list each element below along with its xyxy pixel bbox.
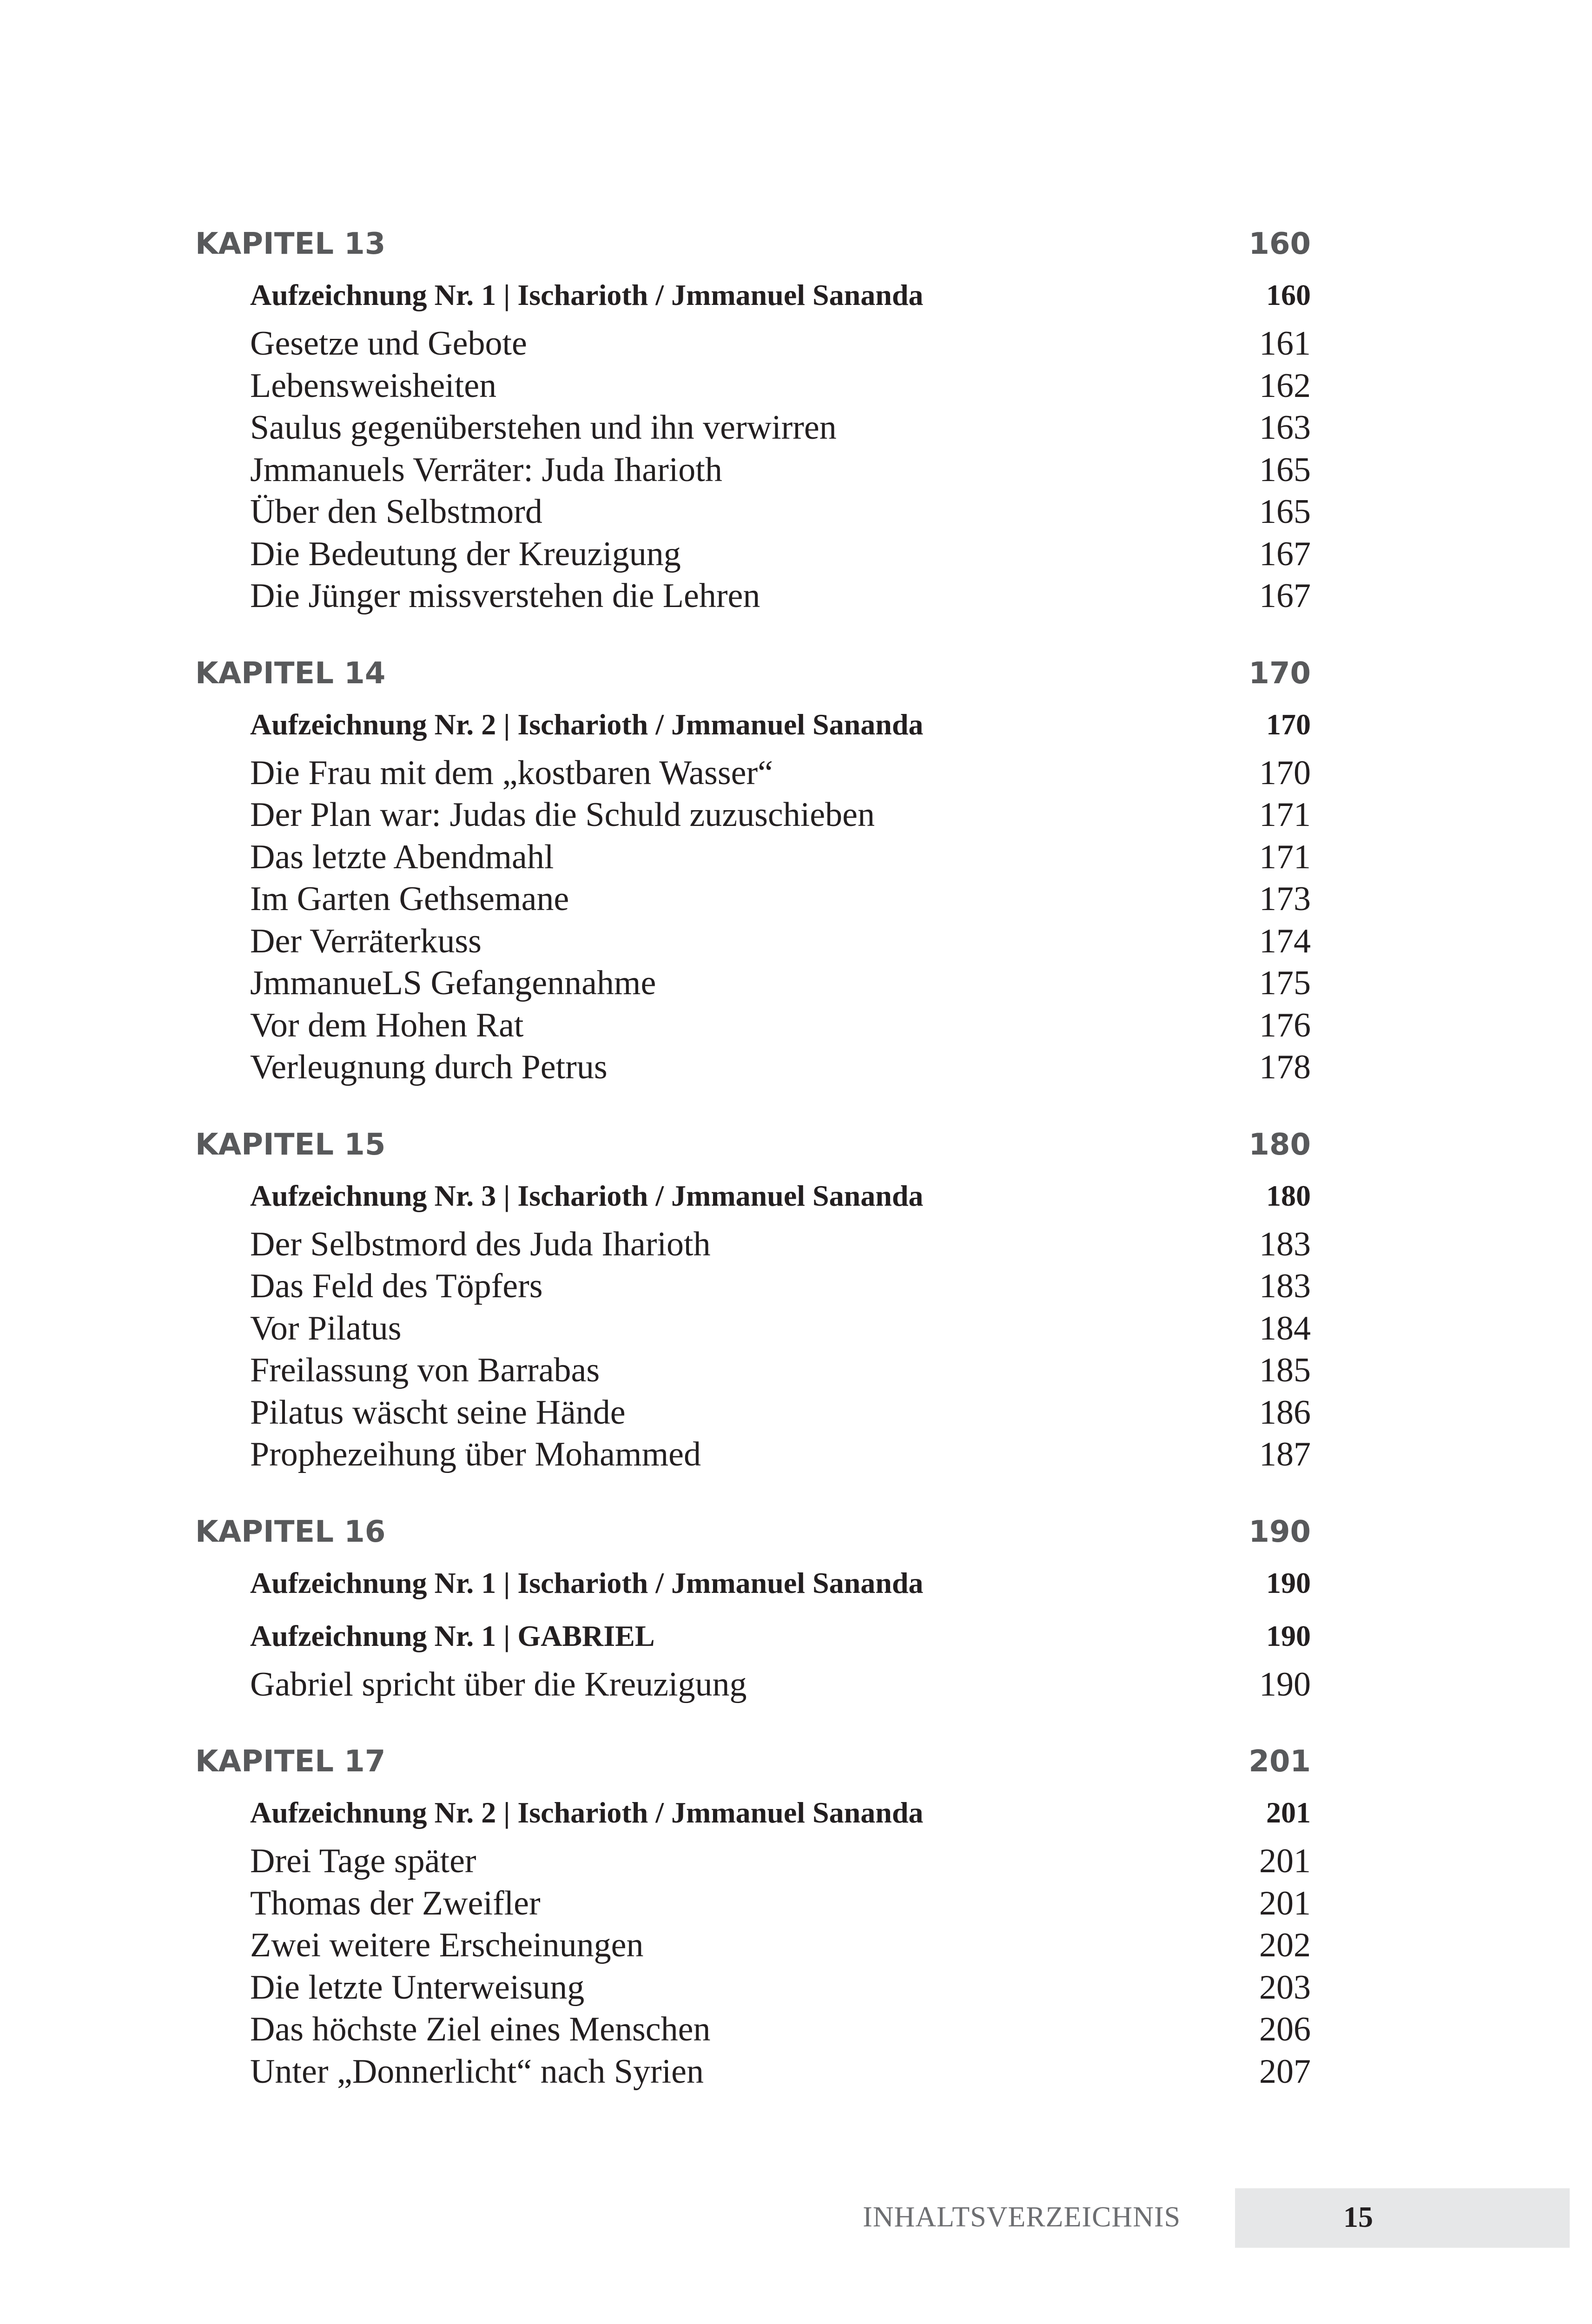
toc-entry-page-number: 167 — [1259, 535, 1311, 573]
chapter-heading — [195, 1736, 1311, 1787]
toc-entry — [195, 407, 1311, 449]
toc-entry-page-number: 207 — [1259, 2052, 1311, 2091]
toc-entry-page-number: 170 — [1259, 753, 1311, 792]
table-of-contents — [195, 218, 1311, 2093]
toc-entry-title: Das Feld des Töpfers — [250, 1267, 543, 1305]
toc-entry-title: Prophezeihung über Mohammed — [250, 1435, 701, 1473]
toc-entry — [195, 1349, 1311, 1392]
toc-entry — [195, 1265, 1311, 1307]
toc-entry — [195, 1046, 1311, 1089]
toc-entry-title: Jmmanuels Verräter: Juda Iharioth — [250, 450, 722, 489]
toc-entry — [195, 365, 1311, 407]
chapter-title: KAPITEL 16 — [195, 1514, 386, 1549]
toc-entry-page-number: 186 — [1259, 1393, 1311, 1432]
toc-entry-page-number: 165 — [1259, 493, 1311, 531]
toc-entry-page-number: 161 — [1259, 324, 1311, 363]
toc-entry — [195, 2008, 1311, 2051]
record-heading — [195, 1558, 1311, 1609]
toc-entry — [195, 920, 1311, 963]
toc-entry — [195, 2051, 1311, 2093]
toc-entry — [195, 1004, 1311, 1047]
chapter-heading — [195, 648, 1311, 699]
record-page-number: 190 — [1266, 1566, 1311, 1599]
toc-entry-title: Im Garten Gethsemane — [250, 880, 569, 918]
toc-entry-page-number: 183 — [1259, 1267, 1311, 1305]
record-label: Aufzeichnung Nr. 1 | Ischarioth / Jmmanuel Sananda — [250, 278, 924, 311]
toc-entry-title: Freilassung von Barrabas — [250, 1351, 600, 1389]
toc-entry-page-number: 163 — [1259, 409, 1311, 447]
toc-entry — [195, 878, 1311, 920]
toc-entry-title: Der Verräterkuss — [250, 922, 482, 960]
toc-entry-title: Das letzte Abendmahl — [250, 838, 554, 876]
toc-entry-page-number: 203 — [1259, 1968, 1311, 2007]
toc-entry — [195, 1882, 1311, 1925]
toc-entry-title: Drei Tage später — [250, 1842, 476, 1880]
record-heading — [195, 1611, 1311, 1662]
chapter-title: KAPITEL 13 — [195, 227, 386, 261]
toc-entry-title: Vor Pilatus — [250, 1309, 402, 1347]
record-page-number: 160 — [1266, 278, 1311, 311]
toc-entry — [195, 1967, 1311, 2009]
record-page-number: 170 — [1266, 707, 1311, 741]
toc-entry — [195, 323, 1311, 365]
record-heading — [195, 270, 1311, 321]
chapter-heading — [195, 1119, 1311, 1170]
toc-entry-title: Pilatus wäscht seine Hände — [250, 1393, 626, 1432]
chapter-heading — [195, 218, 1311, 270]
toc-entry-title: Das höchste Ziel eines Menschen — [250, 2010, 711, 2048]
toc-entry-title: Verleugnung durch Petrus — [250, 1048, 608, 1086]
toc-entry — [195, 533, 1311, 575]
chapter-title: KAPITEL 14 — [195, 656, 386, 691]
toc-entry-page-number: 206 — [1259, 2010, 1311, 2048]
toc-entry-page-number: 171 — [1259, 838, 1311, 876]
toc-entry-title: Die Frau mit dem „kostbaren Wasser“ — [250, 753, 773, 792]
toc-entry-title: Die Bedeutung der Kreuzigung — [250, 535, 681, 573]
record-page-number: 201 — [1266, 1796, 1311, 1829]
toc-entry — [195, 1924, 1311, 1967]
toc-entry — [195, 1223, 1311, 1266]
record-heading — [195, 1170, 1311, 1221]
running-footer-section-label: INHALTSVERZEICHNIS — [863, 2201, 1181, 2233]
toc-entry-title: JmmanueLS Gefangennahme — [250, 964, 656, 1002]
toc-entry-page-number: 190 — [1259, 1665, 1311, 1703]
toc-entry-page-number: 171 — [1259, 796, 1311, 834]
toc-entry-page-number: 184 — [1259, 1309, 1311, 1347]
toc-entry-title: Lebensweisheiten — [250, 366, 497, 405]
toc-entry — [195, 836, 1311, 878]
toc-entry-title: Thomas der Zweifler — [250, 1884, 541, 1922]
page-number: 15 — [1343, 2200, 1373, 2233]
toc-entry-page-number: 201 — [1259, 1884, 1311, 1922]
record-page-number: 190 — [1266, 1619, 1311, 1652]
toc-entry-page-number: 162 — [1259, 366, 1311, 405]
record-heading — [195, 1787, 1311, 1838]
chapter-page-number: 201 — [1248, 1744, 1311, 1779]
record-page-number: 180 — [1266, 1179, 1311, 1212]
toc-entry — [195, 449, 1311, 491]
toc-entry-page-number: 183 — [1259, 1225, 1311, 1263]
chapter-page-number: 190 — [1248, 1514, 1311, 1549]
record-heading — [195, 699, 1311, 750]
record-label: Aufzeichnung Nr. 2 | Ischarioth / Jmmanuel Sananda — [250, 1796, 924, 1829]
toc-entry-title: Unter „Donnerlicht“ nach Syrien — [250, 2052, 704, 2091]
toc-entry-title: Zwei weitere Erscheinungen — [250, 1926, 644, 1964]
toc-entry-title: Der Selbstmord des Juda Iharioth — [250, 1225, 711, 1263]
toc-entry-page-number: 176 — [1259, 1006, 1311, 1044]
toc-entry-title: Saulus gegenüberstehen und ihn verwirren — [250, 409, 837, 447]
toc-entry — [195, 1392, 1311, 1434]
toc-entry-page-number: 175 — [1259, 964, 1311, 1002]
record-label: Aufzeichnung Nr. 1 | GABRIEL — [250, 1619, 655, 1652]
record-label: Aufzeichnung Nr. 1 | Ischarioth / Jmmanuel Sananda — [250, 1566, 924, 1599]
chapter-page-number: 180 — [1248, 1127, 1311, 1162]
toc-entry-title: Der Plan war: Judas die Schuld zuzuschieben — [250, 796, 875, 834]
toc-entry-page-number: 201 — [1259, 1842, 1311, 1880]
toc-entry-title: Die letzte Unterweisung — [250, 1968, 585, 2007]
toc-entry — [195, 1664, 1311, 1706]
toc-entry-title: Vor dem Hohen Rat — [250, 1006, 524, 1044]
chapter-heading — [195, 1506, 1311, 1558]
toc-entry — [195, 575, 1311, 617]
toc-entry — [195, 1840, 1311, 1882]
toc-entry-page-number: 174 — [1259, 922, 1311, 960]
toc-entry-page-number: 187 — [1259, 1435, 1311, 1473]
record-label: Aufzeichnung Nr. 3 | Ischarioth / Jmmanuel Sananda — [250, 1179, 924, 1212]
toc-entry — [195, 794, 1311, 836]
chapter-title: KAPITEL 15 — [195, 1127, 386, 1162]
toc-entry-title: Über den Selbstmord — [250, 493, 542, 531]
toc-entry — [195, 962, 1311, 1004]
toc-entry-page-number: 167 — [1259, 577, 1311, 615]
chapter-page-number: 170 — [1248, 656, 1311, 691]
chapter-title: KAPITEL 17 — [195, 1744, 386, 1779]
toc-entry-title: Die Jünger missverstehen die Lehren — [250, 577, 760, 615]
toc-entry-page-number: 185 — [1259, 1351, 1311, 1389]
toc-entry-page-number: 165 — [1259, 450, 1311, 489]
toc-entry — [195, 1307, 1311, 1350]
toc-entry-page-number: 178 — [1259, 1048, 1311, 1086]
chapter-page-number: 160 — [1248, 227, 1311, 261]
toc-entry-page-number: 173 — [1259, 880, 1311, 918]
toc-entry-title: Gabriel spricht über die Kreuzigung — [250, 1665, 747, 1703]
toc-entry — [195, 752, 1311, 794]
toc-entry-title: Gesetze und Gebote — [250, 324, 527, 363]
toc-entry — [195, 1433, 1311, 1476]
record-label: Aufzeichnung Nr. 2 | Ischarioth / Jmmanuel Sananda — [250, 707, 924, 741]
toc-entry — [195, 491, 1311, 533]
toc-entry-page-number: 202 — [1259, 1926, 1311, 1964]
